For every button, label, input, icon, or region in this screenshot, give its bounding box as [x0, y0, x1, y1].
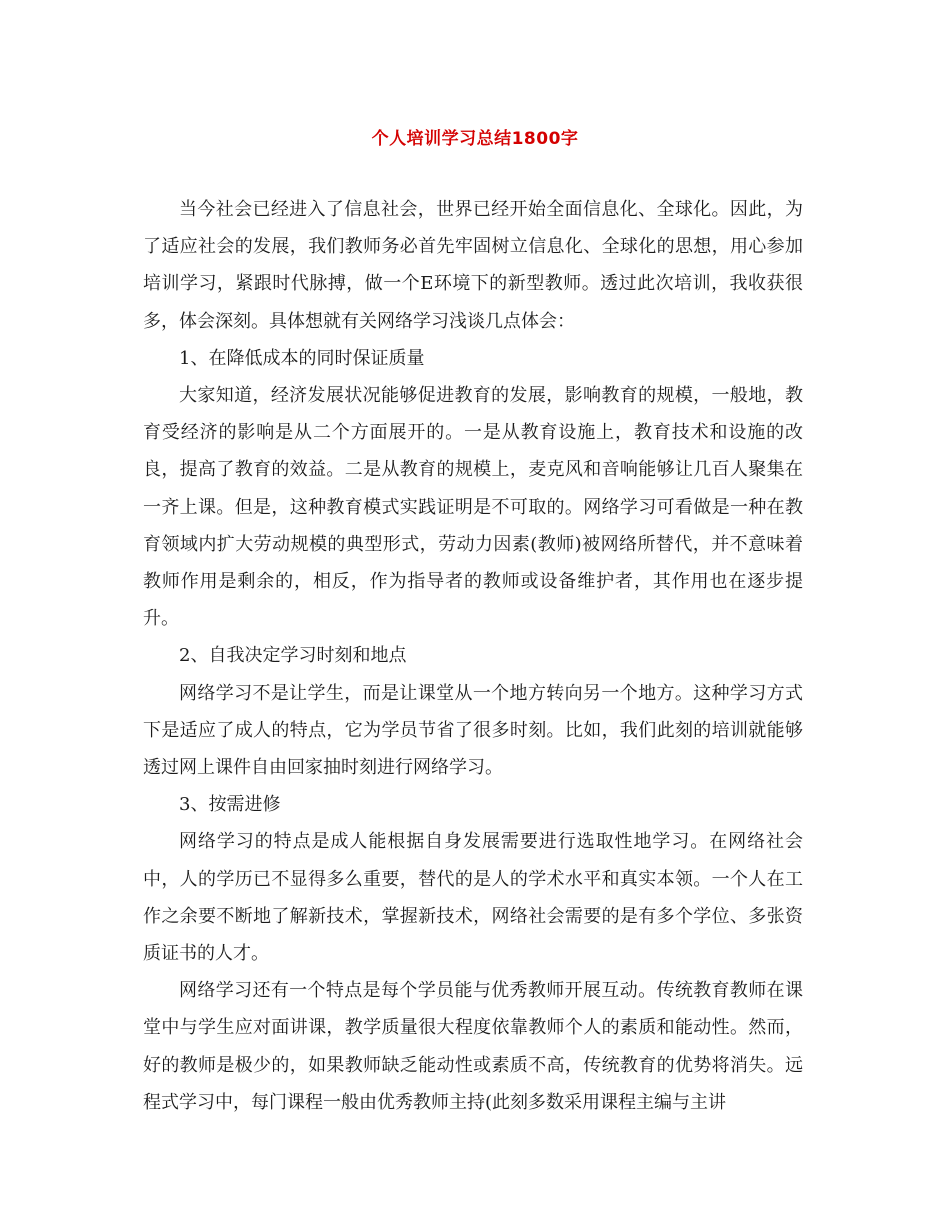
section-3-paragraph-2: 网络学习还有一个特点是每个学员能与优秀教师开展互动。传统教育教师在课堂中与学生应对面讲课，教学质量很大程度依靠教师个人的素质和能动性。然而，好的教师是极少的，如果教师缺乏能动性或素质不高，传统教育的优势将消失。远程式学习中，每门课程一般由优秀教师主持(此刻多数采用课程主编与主讲: [143, 980, 803, 1113]
document-body: [143, 191, 803, 1121]
document-title: 个人培训学习总结1800字: [371, 129, 579, 149]
section-heading-1: 1、在降低成本的同时保证质量: [179, 347, 425, 369]
section-2-paragraph: 网络学习不是让学生，而是让课堂从一个地方转向另一个地方。这种学习方式下是适应了成人的特点，它为学员节省了很多时刻。比如，我们此刻的培训就能够透过网上课件自由回家抽时刻进行网络学习。: [143, 682, 803, 779]
section-3-paragraph-1: 网络学习的特点是成人能根据自身发展需要进行选取性地学习。在网络社会中，人的学历已不显得多么重要，替代的是人的学术水平和真实本领。一个人在工作之余要不断地了解新技术，掌握新技术，网络社会需要的是有多个学位、多张资质证书的人才。: [143, 831, 803, 965]
intro-paragraph: 当今社会已经进入了信息社会，世界已经开始全面信息化、全球化。因此，为了适应社会的发展，我们教师务必首先牢固树立信息化、全球化的思想，用心参加培训学习，紧跟时代脉搏，做一个E环境下的新型教师。透过此次培训，我收获很多，体会深刻。具体想就有关网络学习浅谈几点体会：: [143, 199, 803, 332]
section-heading-2: 2、自我决定学习时刻和地点: [179, 645, 407, 667]
section-heading-3: 3、按需进修: [179, 794, 281, 816]
section-1-paragraph: 大家知道，经济发展状况能够促进教育的发展，影响教育的规模，一般地，教育受经济的影响是从二个方面展开的。一是从教育设施上，教育技术和设施的改良，提高了教育的效益。二是从教育的规模上，麦克风和音响能够让几百人聚集在一齐上课。但是，这种教育模式实践证明是不可取的。网络学习可看做是一种在教育领域内扩大劳动规模的典型形式，劳动力因素(教师)被网络所替代，并不意味着教师作用是剩余的，相反，作为指导者的教师或设备维护者，其作用也在逐步提升。: [143, 385, 803, 630]
